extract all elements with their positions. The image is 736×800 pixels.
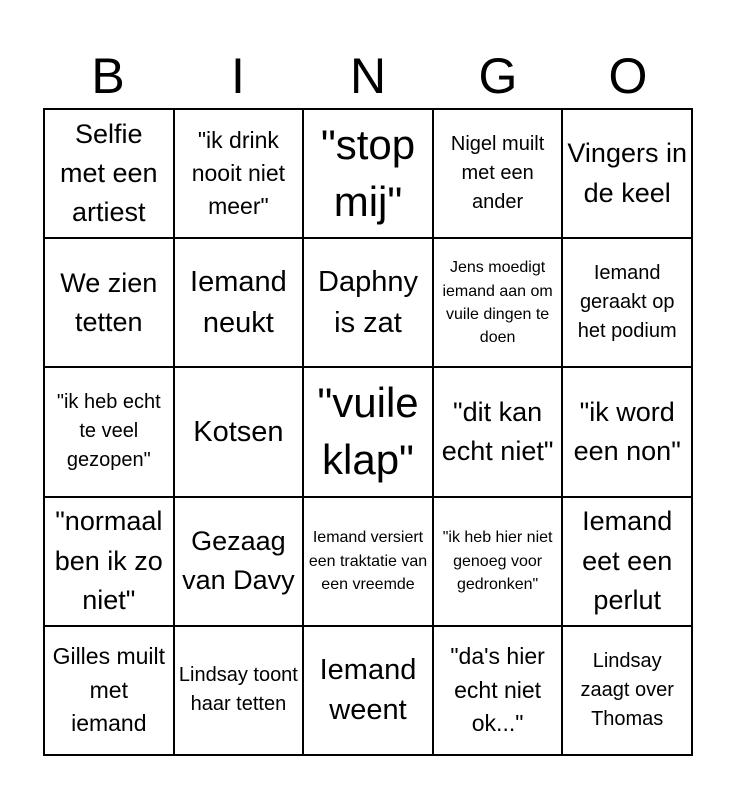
bingo-cell[interactable]: Selfie met een artiest bbox=[44, 109, 174, 238]
header-letter-i: I bbox=[231, 48, 245, 104]
bingo-cell[interactable]: Iemand versiert een traktatie van een vreemde bbox=[303, 497, 433, 626]
bingo-cell[interactable]: "stop mij" bbox=[303, 109, 433, 238]
bingo-cell[interactable]: "normaal ben ik zo niet" bbox=[44, 497, 174, 626]
bingo-header bbox=[43, 44, 693, 108]
bingo-cell[interactable]: "ik word een non" bbox=[562, 367, 692, 496]
bingo-cell[interactable]: Nigel muilt met een ander bbox=[433, 109, 563, 238]
bingo-cell[interactable]: Jens moedigt iemand aan om vuile dingen te doen bbox=[433, 238, 563, 367]
bingo-cell[interactable]: "da's hier echt niet ok..." bbox=[433, 626, 563, 755]
bingo-cell[interactable]: Gilles muilt met iemand bbox=[44, 626, 174, 755]
bingo-cell[interactable]: Vingers in de keel bbox=[562, 109, 692, 238]
bingo-cell[interactable]: Iemand eet een perlut bbox=[562, 497, 692, 626]
bingo-cell[interactable]: Daphny is zat bbox=[303, 238, 433, 367]
bingo-card bbox=[43, 108, 693, 756]
bingo-cell[interactable]: "ik heb echt te veel gezopen" bbox=[44, 367, 174, 496]
bingo-cell[interactable]: Lindsay toont haar tetten bbox=[174, 626, 304, 755]
bingo-cell[interactable]: Iemand neukt bbox=[174, 238, 304, 367]
bingo-cell[interactable]: We zien tetten bbox=[44, 238, 174, 367]
bingo-cell[interactable]: Kotsen bbox=[174, 367, 304, 496]
bingo-cell[interactable]: Gezaag van Davy bbox=[174, 497, 304, 626]
bingo-cell[interactable]: "dit kan echt niet" bbox=[433, 367, 563, 496]
bingo-cell[interactable]: Iemand weent bbox=[303, 626, 433, 755]
header-letter-b: B bbox=[91, 48, 125, 104]
bingo-cell[interactable]: "ik heb hier niet genoeg voor gedronken" bbox=[433, 497, 563, 626]
header-letter-o: O bbox=[608, 48, 648, 104]
header-letter-g: G bbox=[478, 48, 518, 104]
header-letter-n: N bbox=[349, 48, 387, 104]
bingo-cell[interactable]: "vuile klap" bbox=[303, 367, 433, 496]
bingo-cell[interactable]: "ik drink nooit niet meer" bbox=[174, 109, 304, 238]
bingo-cell[interactable]: Lindsay zaagt over Thomas bbox=[562, 626, 692, 755]
bingo-cell[interactable]: Iemand geraakt op het podium bbox=[562, 238, 692, 367]
